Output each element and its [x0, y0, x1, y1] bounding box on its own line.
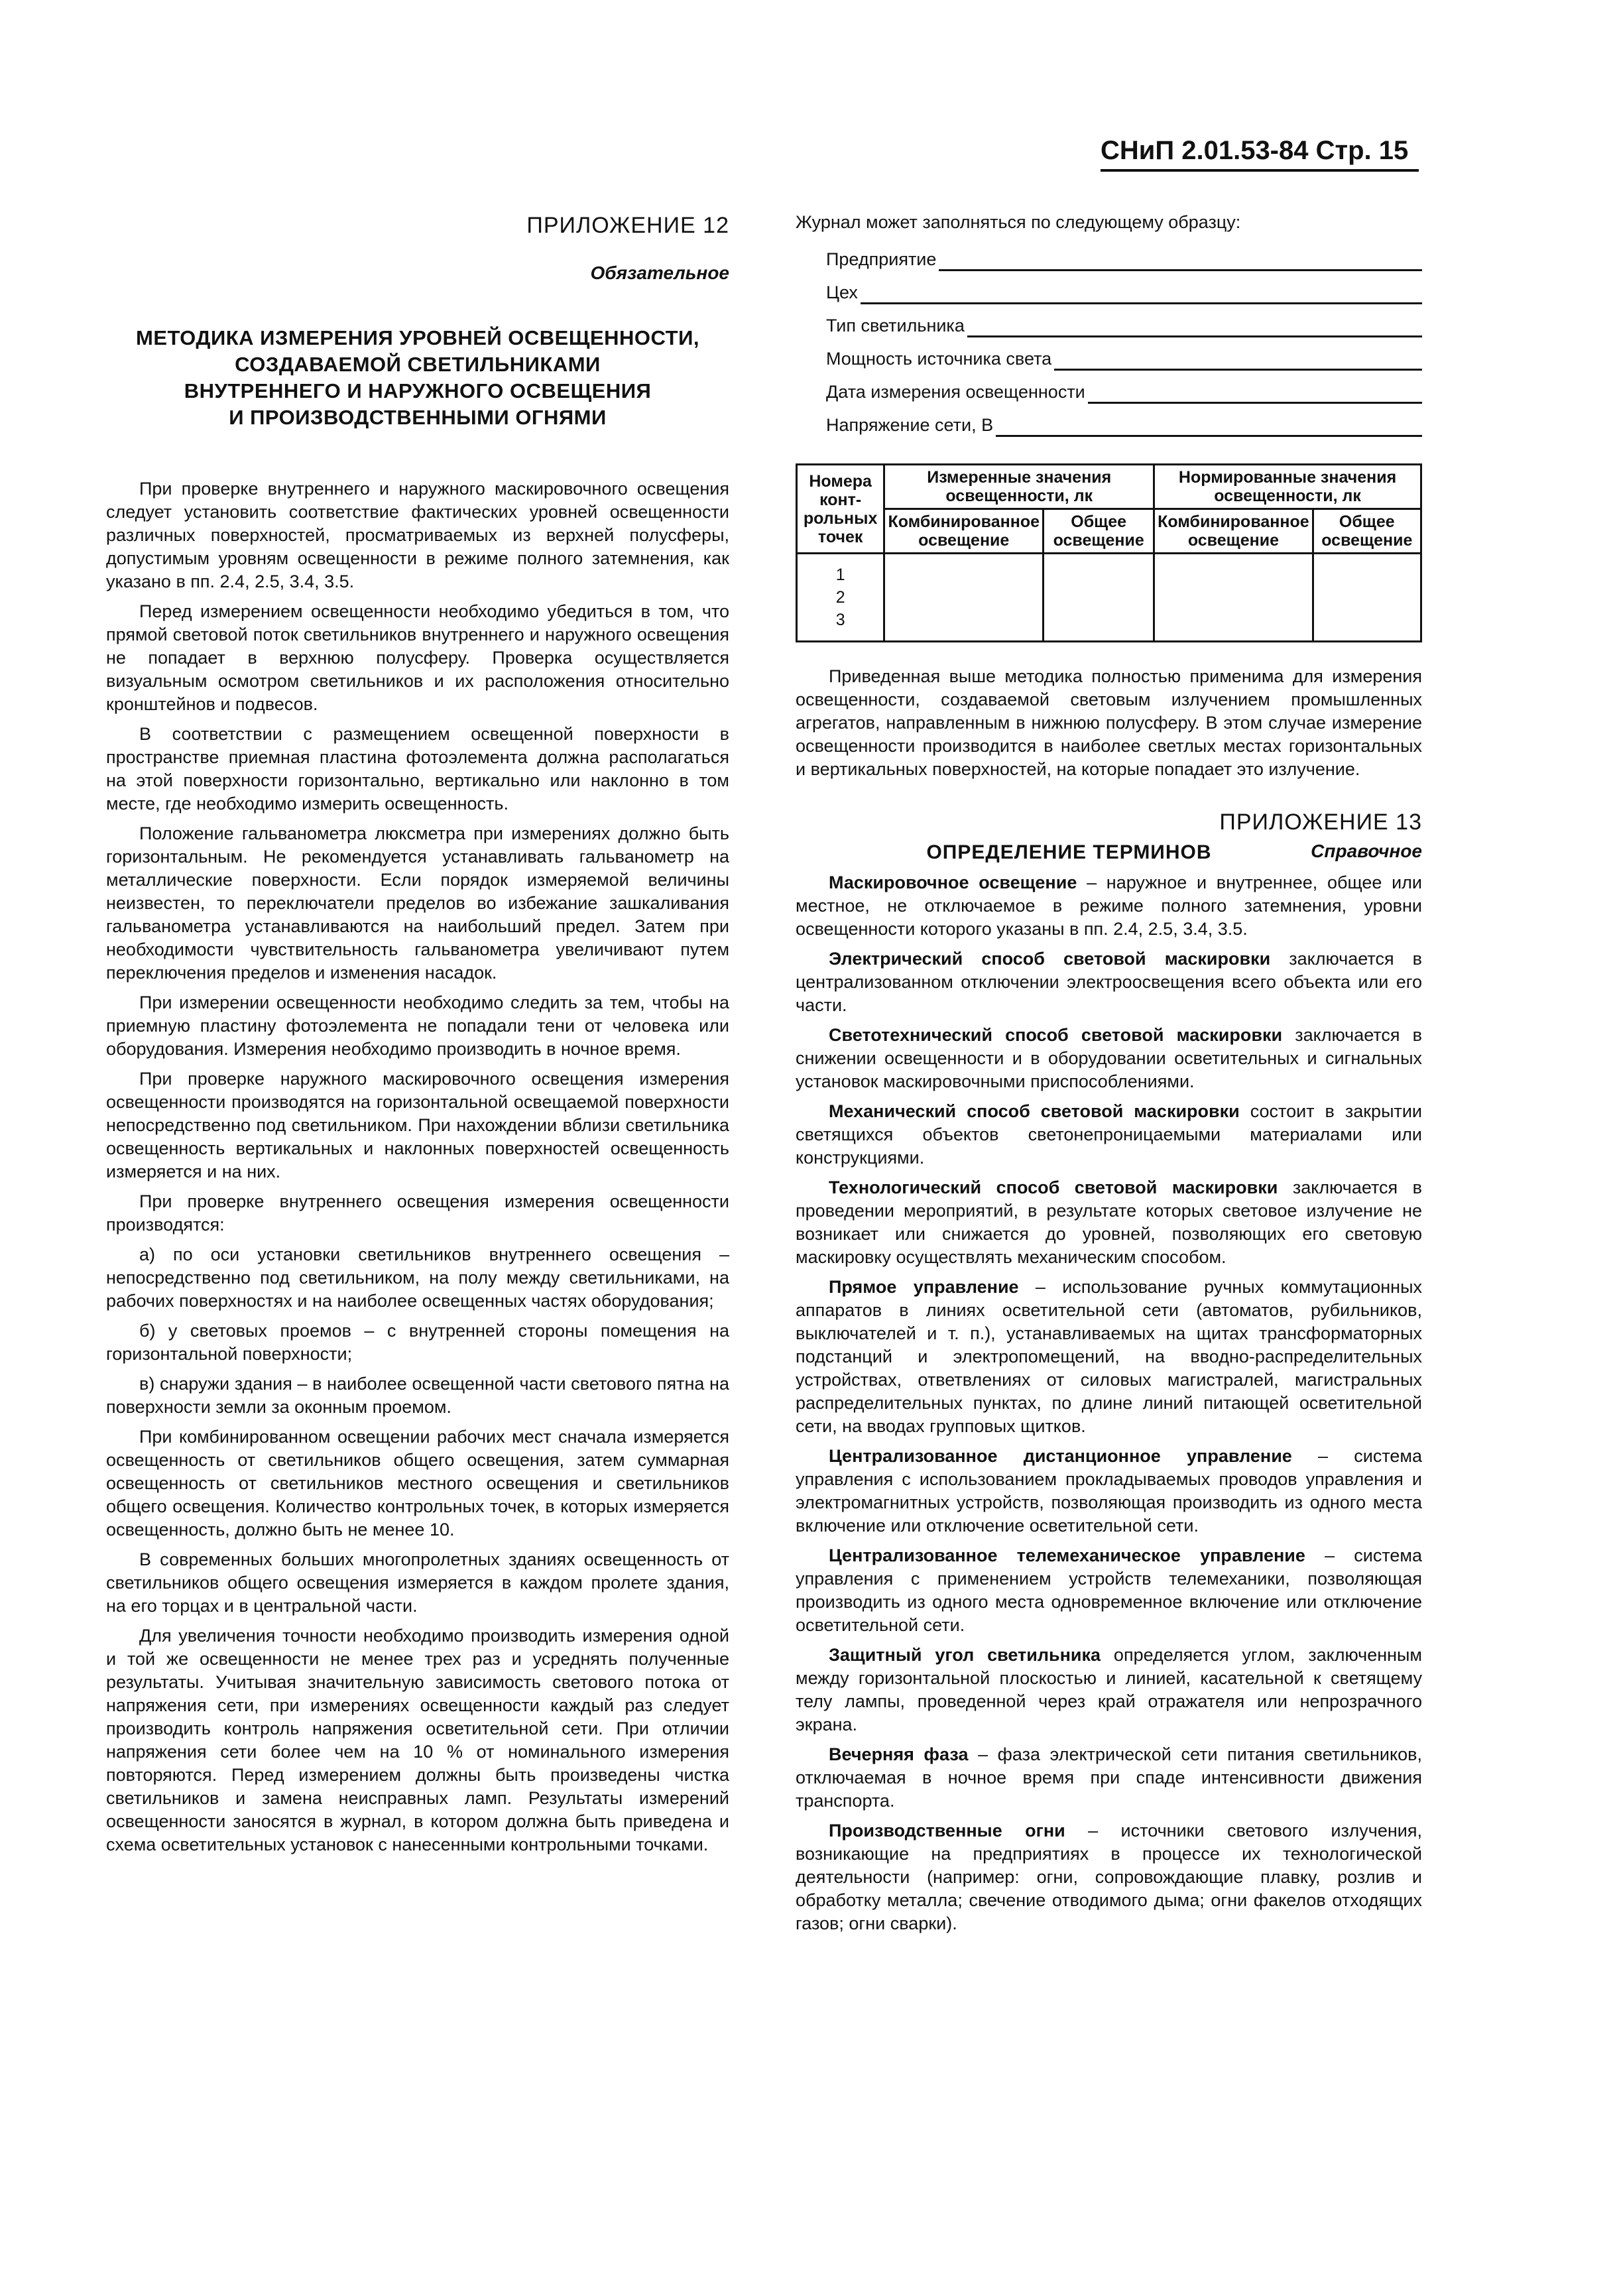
term-definition [796, 1743, 1422, 1813]
journal-field [826, 371, 1422, 404]
term-definition [796, 871, 1422, 941]
journal-field [826, 271, 1422, 304]
table-cell [1154, 554, 1313, 642]
paragraph: а) по оси установки светильников внутреннего освещения – непосредственно под светильником, на полу между светильниками, на рабочих поверхностях и на наиболее освещенных частях оборудования; [106, 1244, 729, 1311]
journal-field [826, 337, 1422, 371]
table-subheader-general: Общее освещение [1313, 509, 1421, 554]
journal-field-label: Тип светильника [826, 316, 965, 335]
term-text: состоит в закрытии светящихся объектов светонепроницаемыми материалами или конструкциями. [796, 1101, 1423, 1168]
paragraph: б) у световых проемов – с внутренней стороны помещения на горизонтальной поверхности; [106, 1321, 729, 1364]
journal-field-label: Дата измерения освещенности [826, 382, 1085, 402]
paragraph: При проверке наружного маскировочного освещения измерения освещенности производятся на горизонтальной освещаемой поверхности непосредственно под светильником. При нахождении вблизи светильника освещенность вертикальных и наклонных поверхностей освещенность измеряется и на них. [106, 1069, 729, 1181]
journal-field [826, 238, 1422, 271]
point-number: 1 [835, 566, 845, 584]
journal-table [796, 463, 1422, 642]
term-definition [796, 1176, 1422, 1269]
journal-field-line [939, 249, 1422, 271]
appendix-13-type: Справочное [1311, 841, 1422, 861]
term-text: – использование ручных коммутационных аппаратов в линиях осветительной сети (автоматов, рубильников, выключателей и т. п.), устанавливаемых на щитах трансформаторных подстанций и электропомещений, на вводно-распределительных устройствах, ответвлениях от силовых магистралей, магистральных распределительных пунктах, по длине линий питающей осветительной сети, на вводах групповых щитков. [796, 1277, 1423, 1436]
paragraph: В современных больших многопролетных зданиях освещенность от светильников общего освещения измеряется в каждом пролете здания, на его торцах и в центральной части. [106, 1549, 729, 1616]
paragraph: При измерении освещенности необходимо следить за тем, чтобы на приемную пластину фотоэлемента не попадали тени от человека или оборудования. Измерения необходимо производить в ночное время. [106, 993, 729, 1059]
term-definition [796, 1644, 1422, 1736]
point-number: 2 [835, 588, 845, 607]
term-name: Централизованное телемеханическое управление [829, 1545, 1305, 1565]
term-definition [796, 1024, 1422, 1093]
journal-field-label: Мощность источника света [826, 349, 1052, 369]
table-cell [1313, 554, 1421, 642]
term-definition [796, 1819, 1422, 1935]
journal-field-line [996, 415, 1422, 437]
term-text: – источники светового излучения, возникающие на предприятиях в процессе их технологической деятельности (например: огни, сопровождающие плавку, розлив и обработку металла; свечение отводимого дыма; огни факелов отходящих газов; огни сварки). [796, 1821, 1422, 1933]
term-definition [796, 1276, 1422, 1438]
term-text: заключается в централизованном отключении электроосвещения всего объекта или его части. [796, 949, 1422, 1015]
paragraph: При проверке внутреннего и наружного маскировочного освещения следует установить соответствие фактических уровней освещенности различных поверхностей, просматриваемых из верхней полусферы, допустимым уровням освещенности в режиме полного затемнения, как указано в пп. 2.4, 2.5, 3.4, 3.5. [106, 479, 729, 591]
appendix-12-title-line: СОЗДАВАЕМОЙ СВЕТИЛЬНИКАМИ [235, 353, 601, 376]
term-name: Электрический способ световой маскировки [829, 949, 1271, 969]
term-name: Маскировочное освещение [829, 873, 1077, 892]
term-name: Защитный угол светильника [829, 1645, 1101, 1665]
paragraph: При проверке внутреннего освещения измерения освещенности производятся: [106, 1191, 729, 1235]
term-text: – система управления с использованием прокладываемых проводов управления и электромагнитных устройств, позволяющая производить из одного места включение или отключение осветительной сети. [796, 1446, 1422, 1536]
table-cell [884, 554, 1044, 642]
journal-field-line [1088, 382, 1422, 404]
journal-field-line [967, 316, 1422, 337]
left-column [106, 211, 729, 1863]
term-name: Светотехнический способ световой маскировки [829, 1025, 1283, 1045]
term-definition [796, 1100, 1422, 1170]
journal-field [826, 404, 1422, 437]
appendix-12-title-line: МЕТОДИКА ИЗМЕРЕНИЯ УРОВНЕЙ ОСВЕЩЕННОСТИ, [136, 326, 699, 349]
term-name: Технологический способ световой маскировки [829, 1178, 1278, 1197]
term-definition [796, 1445, 1422, 1538]
table-cell [1044, 554, 1154, 642]
term-text: заключается в снижении освещенности и в оборудовании осветительных и сигнальных установок маскировочными приспособлениями. [796, 1025, 1422, 1091]
table-header-measured: Измеренные значения освещенности, лк [884, 465, 1154, 509]
appendix-12-type: Обязательное [590, 263, 729, 283]
paragraph: В соответствии с размещением освещенной поверхности в пространстве приемная пластина фотоэлемента должна располагаться на этой поверхности горизонтально, вертикально или наклонно в том месте, где необходимо измерить освещенность. [106, 724, 729, 814]
term-text: – наружное и внутреннее, общее или местное, не отключаемое в режиме полного затемнения, уровни освещенности которого указаны в пп. 2.4, 2.5, 3.4, 3.5. [796, 873, 1423, 939]
table-header-normalized: Нормированные значения освещенности, лк [1154, 465, 1421, 509]
journal-field-line [1054, 349, 1422, 371]
appendix-12-title-line: ВНУТРЕННЕГО И НАРУЖНОГО ОСВЕЩЕНИЯ [184, 379, 652, 402]
term-name: Прямое управление [829, 1277, 1019, 1297]
appendix-12-title-line: И ПРОИЗВОДСТВЕННЫМИ ОГНЯМИ [229, 406, 607, 429]
right-column [796, 211, 1422, 1942]
journal-field-label: Цех [826, 282, 858, 302]
table-subheader-combined: Комбинированное освещение [1154, 509, 1313, 554]
appendix-13-title: ОПРЕДЕЛЕНИЕ ТЕРМИНОВ [926, 841, 1212, 863]
journal-intro: Журнал может заполняться по следующему образцу: [796, 212, 1241, 232]
term-text: – фаза электрической сети питания светильников, отключаемая в ночное время при спаде интенсивности движения транспорта. [796, 1744, 1422, 1811]
page-header: СНиП 2.01.53-84 Стр. 15 [1101, 135, 1419, 172]
term-name: Вечерняя фаза [829, 1744, 969, 1764]
appendix-12-label: ПРИЛОЖЕНИЕ 12 [526, 213, 729, 238]
paragraph: в) снаружи здания – в наиболее освещенной части светового пятна на поверхности земли за оконным проемом. [106, 1374, 729, 1417]
paragraph: Положение гальванометра люксметра при измерениях должно быть горизонтальным. Не рекомендуется устанавливать гальванометр на металлические поверхности. Если порядок измеряемой величины неизвестен, то переключатели пределов во избежание зашкаливания гальванометра устанавливаются на наибольший предел. Затем при необходимости чувствительность гальванометра увеличивают путем переключения пределов и изменения насадок. [106, 823, 729, 983]
point-number: 3 [835, 611, 845, 629]
paragraph: Перед измерением освещенности необходимо убедиться в том, что прямой световой поток светильников внутреннего и наружного освещения не попадает в верхнюю полусферу. Проверка осуществляется визуальным осмотром светильников и их расположения относительно кронштейнов и подвесов. [106, 601, 729, 714]
paragraph: Для увеличения точности необходимо производить измерения одной и той же освещенности не менее трех раз и усреднять полученные результаты. Учитывая значительную зависимость светового потока от напряжения сети, при измерениях освещенности каждый раз следует производить контроль напряжения осветительной сети. При отличии напряжения сети более чем на 10 % от номинального измерения повторяются. Перед измерением должны быть произведены чистка светильников и замена неисправных ламп. Результаты измерений освещенности заносятся в журнал, в котором должна быть приведена и схема осветительных установок с нанесенными контрольными точками. [106, 1626, 729, 1854]
term-text: – система управления с применением устройств телемеханики, позволяющая производить из одного места одновременное включение или отключение осветительной сети. [796, 1545, 1422, 1635]
term-definition [796, 1544, 1422, 1637]
paragraph-after-table: Приведенная выше методика полностью применима для измерения освещенности, создаваемой световым излучением промышленных агрегатов, направленным в нижнюю полусферу. В этом случае измерение освещенности производится в наиболее светлых местах горизонтальных и вертикальных поверхностей, на которые попадает это излучение. [796, 666, 1422, 779]
term-name: Механический способ световой маскировки [829, 1101, 1240, 1121]
table-cell-points [797, 554, 884, 642]
journal-field-line [861, 282, 1422, 304]
term-text: заключается в проведении мероприятий, в результате которых световое излучение не возникает или снижается до уровней, позволяющих его световую маскировку осуществлять механическим способом. [796, 1178, 1423, 1267]
journal-field-label: Предприятие [826, 249, 937, 269]
term-text: определяется углом, заключенным между горизонтальной плоскостью и линией, касательной к светящему телу лампы, проведенной через край отражателя или непрозрачного экрана. [796, 1645, 1422, 1734]
journal-field [826, 304, 1422, 337]
table-header-points: Номера конт-рольных точек [797, 465, 884, 554]
table-subheader-general: Общее освещение [1044, 509, 1154, 554]
appendix-12-title [106, 325, 729, 431]
term-name: Централизованное дистанционное управление [829, 1446, 1292, 1466]
paragraph: При комбинированном освещении рабочих мест сначала измеряется освещенность от светильников общего освещения, затем суммарная освещенность от светильников местного освещения и светильников общего освещения. Количество контрольных точек, в которых измеряется освещенность, должно быть не менее 10. [106, 1427, 729, 1540]
journal-field-label: Напряжение сети, В [826, 415, 994, 435]
term-name: Производственные огни [829, 1821, 1065, 1841]
term-definition [796, 947, 1422, 1017]
appendix-13-label: ПРИЛОЖЕНИЕ 13 [1219, 810, 1422, 835]
table-subheader-combined: Комбинированное освещение [884, 509, 1044, 554]
table-row [797, 554, 1421, 642]
